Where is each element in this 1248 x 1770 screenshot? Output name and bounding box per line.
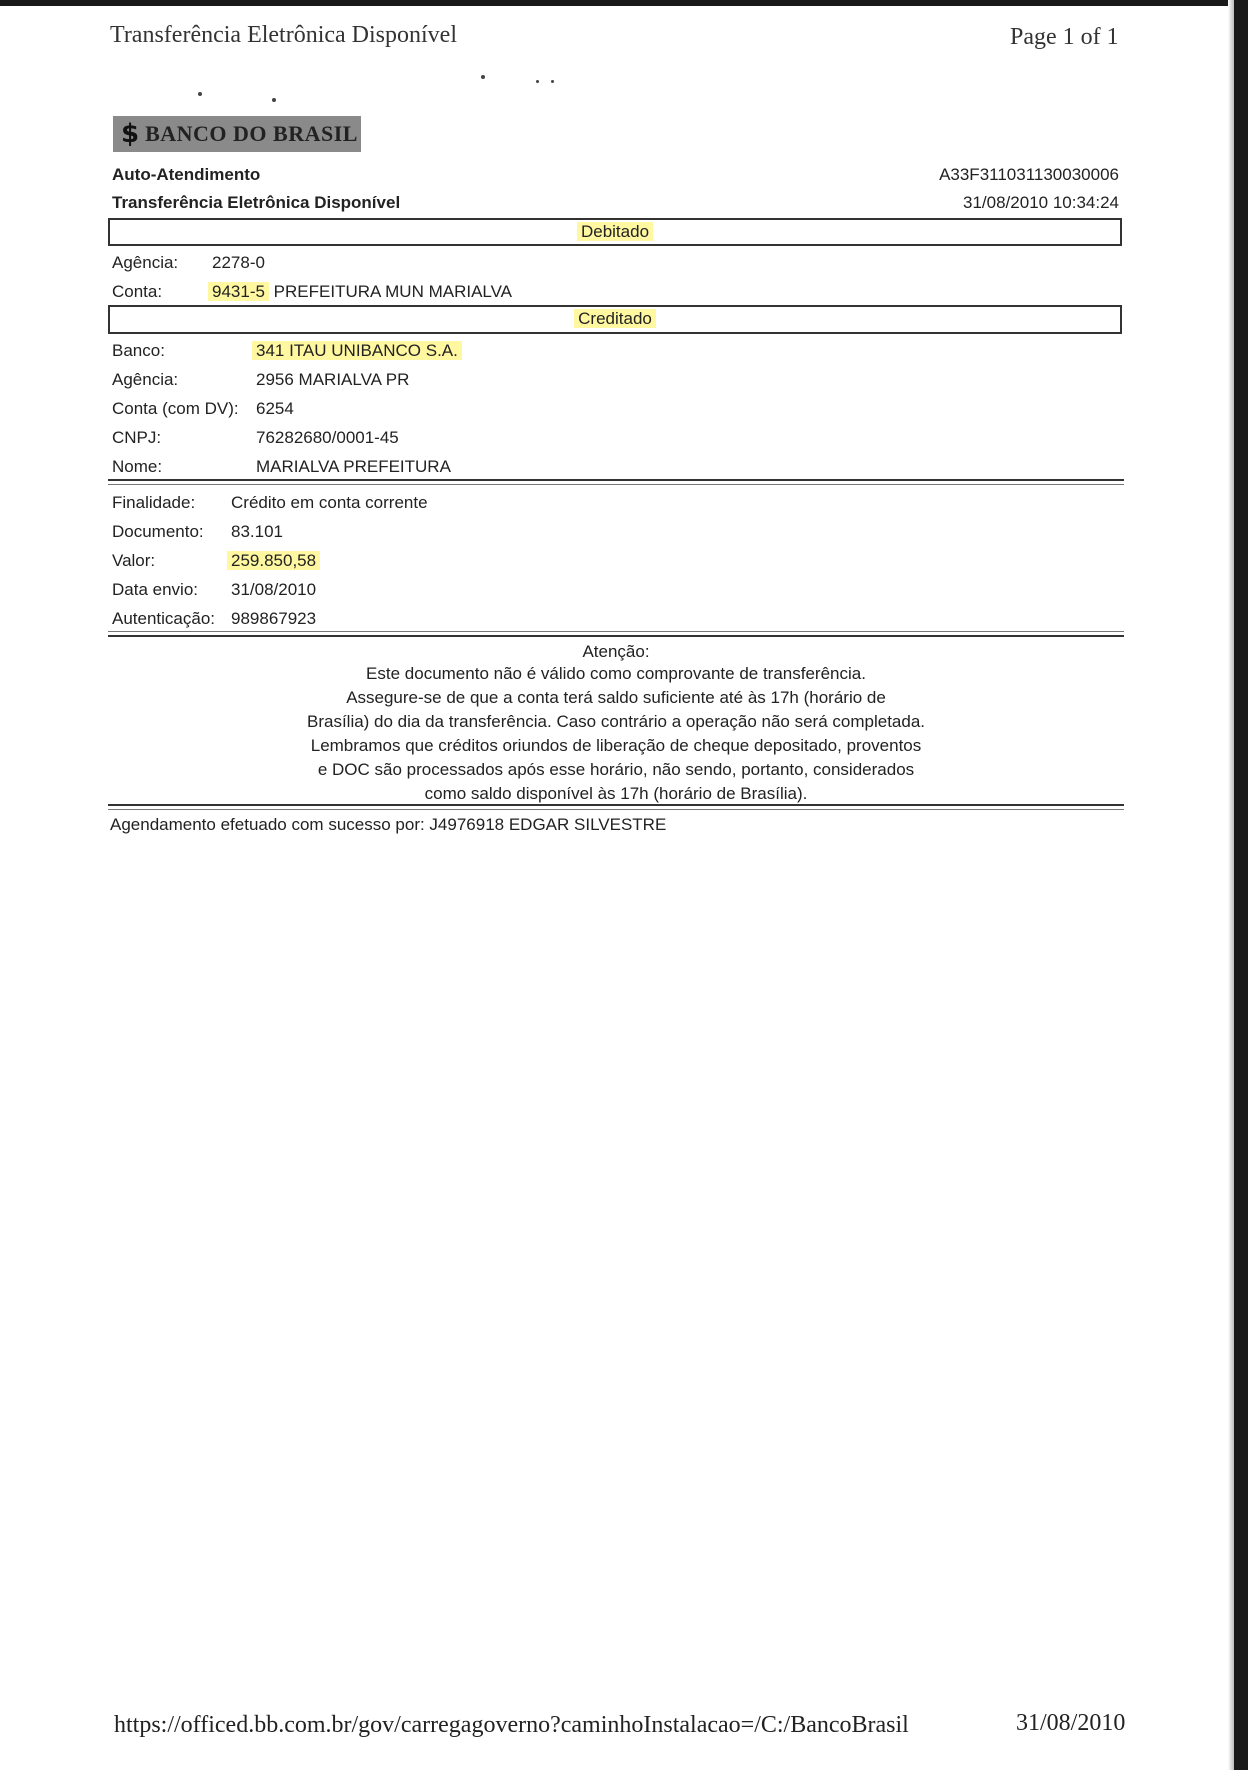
finalidade-value: Crédito em conta corrente [231,493,428,512]
footer-url: https://officed.bb.com.br/gov/carregagoverno?caminhoInstalacao=/C:/BancoBrasil [114,1712,909,1738]
atencao-line: Lembramos que créditos oriundos de liberação de cheque depositado, proventos [310,736,922,755]
data-envio-value: 31/08/2010 [231,580,317,599]
data-envio-label: Data envio: [112,580,198,599]
atencao-line: Assegure-se de que a conta terá saldo suficiente até às 17h (horário de [346,688,886,707]
scan-border-top [0,0,1248,6]
credit-agencia-value: 2956 MARIALVA PR [256,370,410,389]
divider [108,804,1124,806]
scan-speck [198,92,202,96]
creditado-section-header [108,305,1122,334]
transaction-timestamp: 31/08/2010 10:34:24 [963,193,1119,212]
documento-value: 83.101 [231,522,283,541]
divider [108,631,1124,632]
documento-label: Documento: [112,522,204,541]
divider [108,484,1124,485]
credit-cnpj-value: 76282680/0001-45 [256,428,399,447]
credit-nome-label: Nome: [112,457,163,476]
creditado-label: Creditado [574,309,656,328]
print-header-title: Transferência Eletrônica Disponível [110,22,458,48]
atencao-line: como saldo disponível às 17h (horário de Brasília). [424,784,808,803]
finalidade-label: Finalidade: [112,493,196,512]
atencao-line: Este documento não é válido como comprovante de transferência. [366,664,866,683]
debit-conta-name: PREFEITURA MUN MARIALVA [273,282,513,301]
divider [108,635,1124,637]
debit-agencia-value: 2278-0 [212,253,265,272]
scan-speck [272,98,276,102]
scan-speck [551,80,554,83]
valor-label: Valor: [112,551,156,570]
credit-nome-value: MARIALVA PREFEITURA [256,457,451,476]
scan-speck [481,75,485,79]
autenticacao-value: 989867923 [231,609,317,628]
atencao-title: Atenção: [582,642,650,661]
agendamento-status: Agendamento efetuado com sucesso por: J4976918 EDGAR SILVESTRE [110,815,667,834]
debitado-section-header [108,218,1122,246]
scan-border-right [1234,0,1248,1770]
credit-conta-label: Conta (com DV): [112,399,239,418]
debit-conta-value [208,282,512,302]
credit-banco-value: 341 ITAU UNIBANCO S.A. [252,341,462,361]
debitado-label: Debitado [577,222,653,241]
debit-conta-number: 9431-5 [208,282,269,301]
credit-conta-value: 6254 [256,399,294,418]
debit-agencia-label: Agência: [112,253,179,272]
page-number: Page 1 of 1 [1010,24,1119,50]
logo-text: BANCO DO BRASIL [145,121,358,146]
atencao-line: e DOC são processados após esse horário, não sendo, portanto, considerados [317,760,915,779]
atencao-line: Brasília) do dia da transferência. Caso contrário a operação não será completada. [306,712,926,731]
credit-agencia-label: Agência: [112,370,179,389]
bb-logo-icon: $ [121,119,140,149]
credit-banco-label: Banco: [112,341,165,360]
transaction-code: A33F311031130030006 [939,165,1119,184]
scan-speck [536,80,539,83]
divider [108,479,1124,481]
footer-date: 31/08/2010 [1016,1710,1126,1736]
banco-do-brasil-logo [113,116,361,152]
header-transaction-type: Transferência Eletrônica Disponível [112,193,401,212]
debit-conta-label: Conta: [112,282,163,301]
divider [108,809,1124,810]
credit-cnpj-label: CNPJ: [112,428,162,447]
autenticacao-label: Autenticação: [112,609,216,628]
header-service: Auto-Atendimento [112,165,261,184]
valor-value: 259.850,58 [227,551,320,571]
